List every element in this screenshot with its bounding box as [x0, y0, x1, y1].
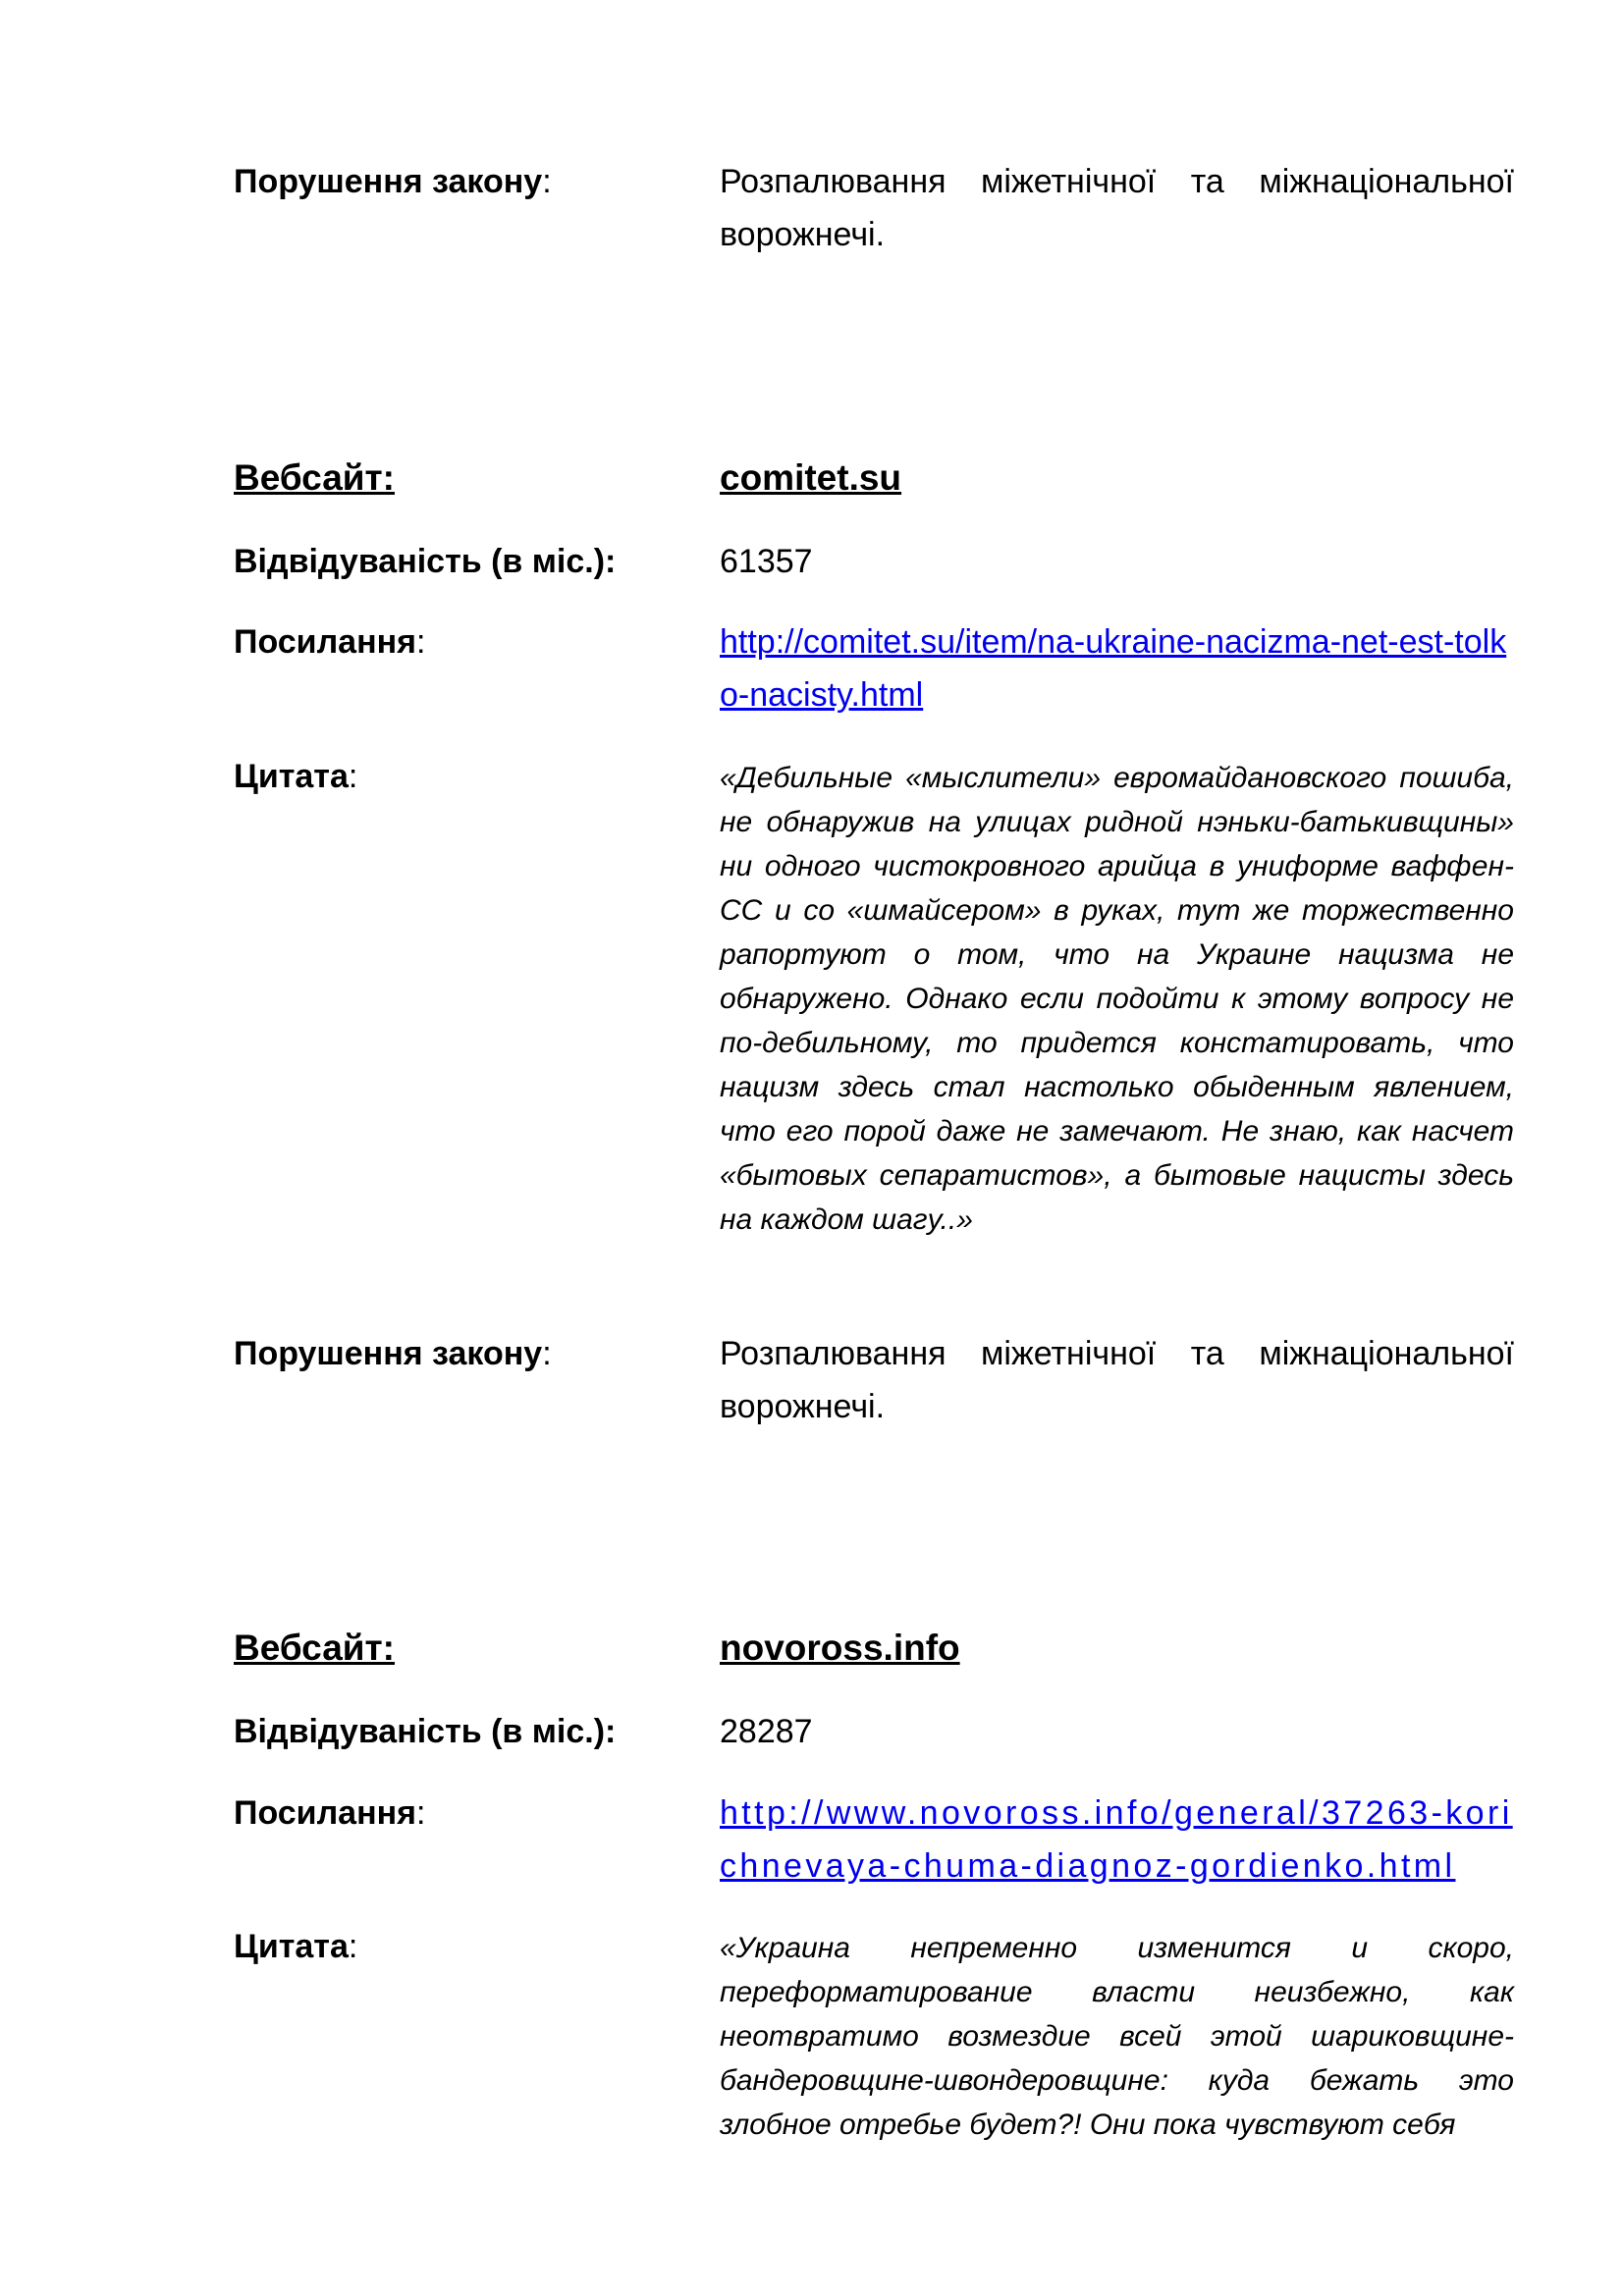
source-link[interactable]: http://comitet.su/item/na-ukraine-nacizma-net-est-tolko-nacisty.html: [720, 623, 1507, 714]
website-label: Вебсайт:: [234, 457, 395, 498]
visits-label: [234, 1705, 616, 1758]
quote-label: [234, 1920, 357, 1973]
link-label: [234, 1787, 425, 1840]
website-value: comitet.su: [720, 457, 902, 498]
link-label-text: Посилання: [234, 623, 416, 661]
visits-value: 28287: [720, 1713, 813, 1750]
violation-label-text: Порушення закону: [234, 163, 543, 200]
violation-label-colon: :: [542, 163, 552, 200]
link-label-text: Посилання: [234, 1794, 416, 1832]
visits-label-text: Відвідуваність (в міс.):: [234, 1713, 617, 1750]
quote-text: «Дебильные «мыслители» евромайдановского пошиба, не обнаружив на улицах ридной нэньки-батькивщины» ни одного чистокровного арийца в униформе ваффен-СС и со «шмайсером» в руках, тут же торжественно рапортуют о том, что на Украине нацизма не обнаружено. Однако если подойти к этому вопросу не по-дебильному, то придется констатировать, что нацизм здесь стал настолько обыденным явлением, что его порой даже не замечают. Не знаю, как насчет «бытовых сепаратистов», а бытовые нацисты здесь на каждом шагу..»: [720, 762, 1514, 1236]
violation-text: Розпалювання міжетнічної та міжнаціональної ворожнечі.: [720, 163, 1514, 253]
violation-text: Розпалювання міжетнічної та міжнаціональної ворожнечі.: [720, 1335, 1514, 1425]
violation-label-text: Порушення закону: [234, 1335, 543, 1372]
visits-label: [234, 535, 616, 588]
violation-label-colon: :: [542, 1335, 552, 1372]
visits-label-text: Відвідуваність (в міс.):: [234, 543, 617, 580]
quote-label-colon: :: [348, 1928, 358, 1965]
quote-label-colon: :: [348, 758, 358, 795]
website-label: Вебсайт:: [234, 1628, 395, 1668]
quote-label-text: Цитата: [234, 1928, 349, 1965]
violation-label: [234, 1327, 552, 1380]
link-label-colon: :: [416, 623, 426, 661]
quote-label-text: Цитата: [234, 758, 349, 795]
link-label: [234, 615, 425, 668]
violation-label: [234, 155, 552, 208]
website-value: novoross.info: [720, 1628, 960, 1668]
link-label-colon: :: [416, 1794, 426, 1832]
source-link[interactable]: http://www.novoross.info/general/37263-korichnevaya-chuma-diagnoz-gordienko.html: [720, 1794, 1513, 1885]
quote-text: «Украина непременно изменится и скоро, переформатирование власти неизбежно, как неотвратимо возмездие всей этой шариковщине-бандеровщине-швондеровщине: куда бежать это злобное отребье будет?! Они пока чувствуют себя: [720, 1932, 1514, 2141]
visits-value: 61357: [720, 543, 813, 580]
quote-label: [234, 750, 357, 803]
